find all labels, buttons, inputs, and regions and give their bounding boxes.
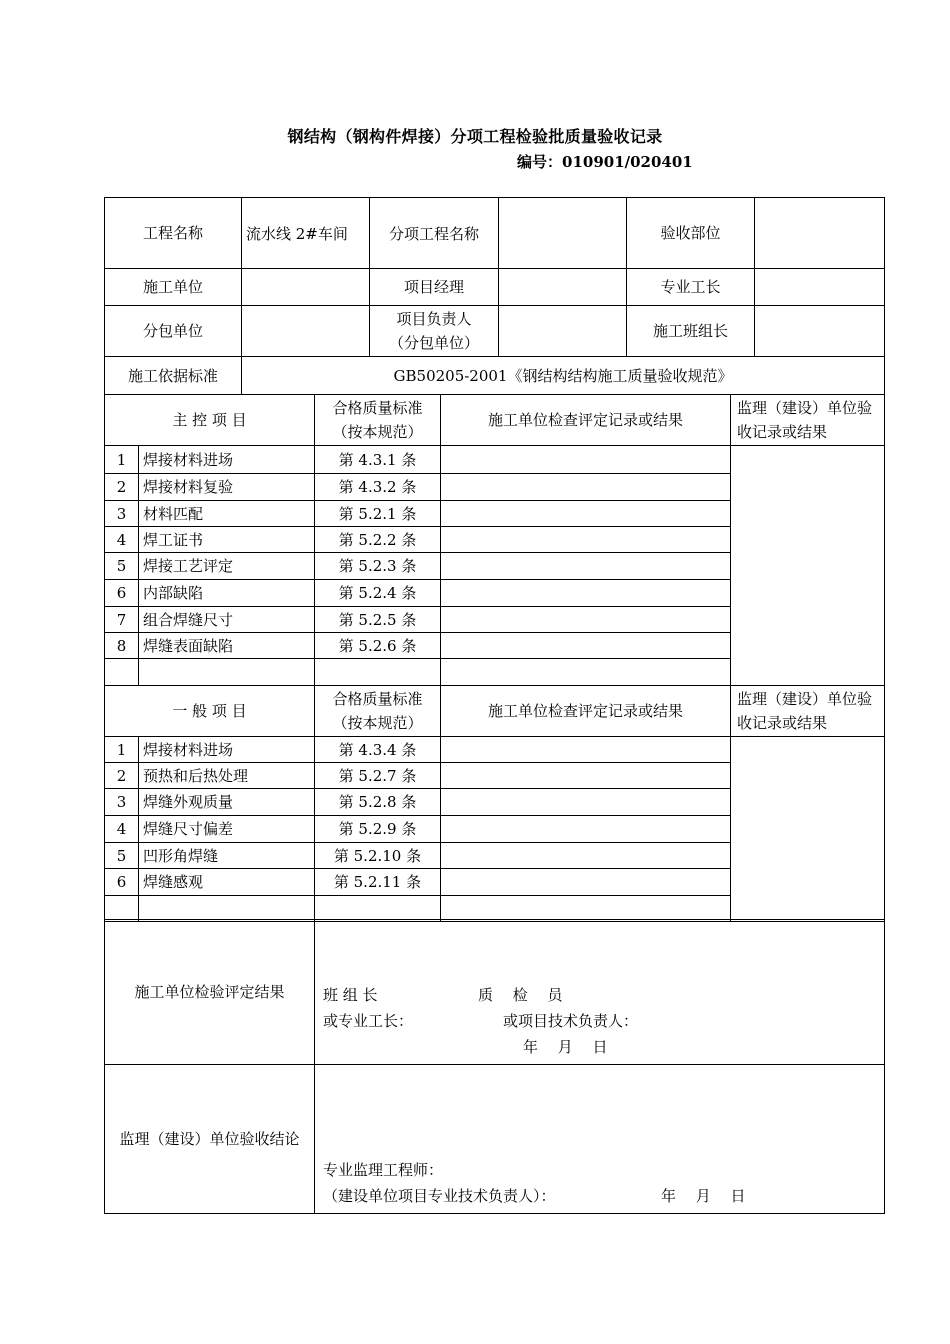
item-name: 预热和后热处理	[139, 763, 315, 789]
sub-leader-label-line2: （分包单位）	[388, 334, 479, 352]
item-standard: 第 5.2.3 条	[315, 553, 441, 580]
item-no: 1	[105, 737, 139, 763]
project-manager-value	[499, 269, 627, 306]
item-name: 焊缝表面缺陷	[139, 633, 315, 659]
sub-leader-label-line1: 项目负责人	[396, 310, 472, 328]
item-no: 2	[105, 763, 139, 789]
item-name: 焊接材料复验	[139, 474, 315, 501]
sub-project-label: 分项工程名称	[370, 198, 499, 269]
item-no: 3	[105, 501, 139, 527]
item-name: 材料匹配	[139, 501, 315, 527]
item-check-result	[441, 763, 731, 789]
blank-cell	[105, 659, 139, 686]
supervisor-conclusion-signature	[315, 1065, 885, 1214]
main-std-header-line2: （按本规范）	[332, 423, 423, 441]
item-name: 焊缝尺寸偏差	[139, 816, 315, 843]
item-standard: 第 5.2.8 条	[315, 789, 441, 816]
item-standard: 第 5.2.5 条	[315, 607, 441, 633]
project-name-label: 工程名称	[105, 198, 242, 269]
item-standard: 第 5.2.2 条	[315, 527, 441, 553]
project-info-table	[104, 197, 885, 395]
table-row	[105, 737, 885, 763]
item-name: 内部缺陷	[139, 580, 315, 607]
project-manager-label: 项目经理	[370, 269, 499, 306]
blank-cell	[441, 896, 731, 922]
general-supervisor-header: 监理（建设）单位验收记录或结果	[731, 686, 885, 737]
item-check-result	[441, 446, 731, 474]
owner-tech-lead-text: （建设单位项目专业技术负责人）：	[323, 1187, 556, 1205]
blank-cell	[139, 896, 315, 922]
general-check-header: 施工单位检查评定记录或结果	[441, 686, 731, 737]
basis-label: 施工依据标准	[105, 357, 242, 395]
item-name: 焊接工艺评定	[139, 553, 315, 580]
team-leader-text: 班 组 长	[323, 986, 378, 1004]
blank-cell	[315, 659, 441, 686]
item-check-result	[441, 816, 731, 843]
item-no: 5	[105, 843, 139, 869]
item-no: 5	[105, 553, 139, 580]
construction-result-label: 施工单位检验评定结果	[105, 920, 315, 1065]
item-name: 焊缝感观	[139, 869, 315, 896]
construction-date: 年 月 日	[523, 1038, 608, 1056]
main-check-header: 施工单位检查评定记录或结果	[441, 395, 731, 446]
item-standard: 第 4.3.1 条	[315, 446, 441, 474]
item-name: 焊工证书	[139, 527, 315, 553]
item-standard: 第 5.2.6 条	[315, 633, 441, 659]
item-check-result	[441, 737, 731, 763]
main-supervisor-header: 监理（建设）单位验收记录或结果	[731, 395, 885, 446]
project-name-value: 流水线 2#车间	[242, 198, 370, 269]
general-std-header-line2: （按本规范）	[332, 714, 423, 732]
supervisor-engineer-text: 专业监理工程师：	[323, 1161, 444, 1179]
blank-cell	[105, 896, 139, 922]
subcontract-unit-label: 分包单位	[105, 306, 242, 357]
basis-value: GB50205-2001《钢结构结构施工质量验收规范》	[242, 357, 885, 395]
general-supervisor-result	[731, 737, 885, 922]
construction-result-signature	[315, 920, 885, 1065]
team-leader-label: 施工班组长	[627, 306, 755, 357]
sub-leader-value	[499, 306, 627, 357]
item-check-result	[441, 474, 731, 501]
item-name: 焊接材料进场	[139, 446, 315, 474]
main-std-header-line1: 合格质量标准	[332, 399, 423, 417]
blank-cell	[441, 659, 731, 686]
item-no: 8	[105, 633, 139, 659]
item-standard: 第 5.2.11 条	[315, 869, 441, 896]
foreman-value	[755, 269, 885, 306]
construction-unit-label: 施工单位	[105, 269, 242, 306]
item-standard: 第 5.2.9 条	[315, 816, 441, 843]
general-std-header	[315, 686, 441, 737]
document-code	[517, 151, 693, 172]
item-standard: 第 5.2.7 条	[315, 763, 441, 789]
or-foreman-text: 或专业工长：	[323, 1012, 414, 1030]
item-check-result	[441, 869, 731, 896]
item-standard: 第 5.2.4 条	[315, 580, 441, 607]
item-check-result	[441, 527, 731, 553]
item-check-result	[441, 843, 731, 869]
item-no: 1	[105, 446, 139, 474]
sub-leader-label	[370, 306, 499, 357]
blank-cell	[315, 896, 441, 922]
document-title: 钢结构（钢构件焊接）分项工程检验批质量验收记录	[287, 127, 663, 146]
inspection-items-table	[104, 394, 885, 922]
general-std-header-line1: 合格质量标准	[332, 690, 423, 708]
item-no: 4	[105, 527, 139, 553]
table-row	[105, 446, 885, 474]
item-name: 焊接材料进场	[139, 737, 315, 763]
main-supervisor-result	[731, 446, 885, 686]
item-no: 3	[105, 789, 139, 816]
code-label: 编号：	[517, 153, 563, 171]
item-check-result	[441, 633, 731, 659]
item-standard: 第 5.2.10 条	[315, 843, 441, 869]
item-standard: 第 4.3.4 条	[315, 737, 441, 763]
or-tech-lead-text: 或项目技术负责人：	[503, 1012, 639, 1030]
item-no: 6	[105, 580, 139, 607]
item-check-result	[441, 501, 731, 527]
main-control-header: 主 控 项 目	[105, 395, 315, 446]
sub-project-value	[499, 198, 627, 269]
code-value: 010901/020401	[562, 153, 693, 171]
conclusion-table	[104, 919, 885, 1214]
item-check-result	[441, 607, 731, 633]
item-name: 焊缝外观质量	[139, 789, 315, 816]
item-standard: 第 5.2.1 条	[315, 501, 441, 527]
accept-part-value	[755, 198, 885, 269]
item-no: 4	[105, 816, 139, 843]
item-no: 7	[105, 607, 139, 633]
team-leader-value	[755, 306, 885, 357]
blank-cell	[139, 659, 315, 686]
supervisor-conclusion-label: 监理（建设）单位验收结论	[105, 1065, 315, 1214]
subcontract-unit-value	[242, 306, 370, 357]
item-no: 2	[105, 474, 139, 501]
general-header: 一 般 项 目	[105, 686, 315, 737]
main-std-header	[315, 395, 441, 446]
construction-unit-value	[242, 269, 370, 306]
item-check-result	[441, 580, 731, 607]
accept-part-label: 验收部位	[627, 198, 755, 269]
item-name: 组合焊缝尺寸	[139, 607, 315, 633]
item-no: 6	[105, 869, 139, 896]
item-name: 凹形角焊缝	[139, 843, 315, 869]
foreman-label: 专业工长	[627, 269, 755, 306]
item-check-result	[441, 789, 731, 816]
item-check-result	[441, 553, 731, 580]
item-standard: 第 4.3.2 条	[315, 474, 441, 501]
supervisor-date: 年 月 日	[661, 1187, 746, 1205]
inspector-text: 质 检 员	[478, 986, 563, 1004]
